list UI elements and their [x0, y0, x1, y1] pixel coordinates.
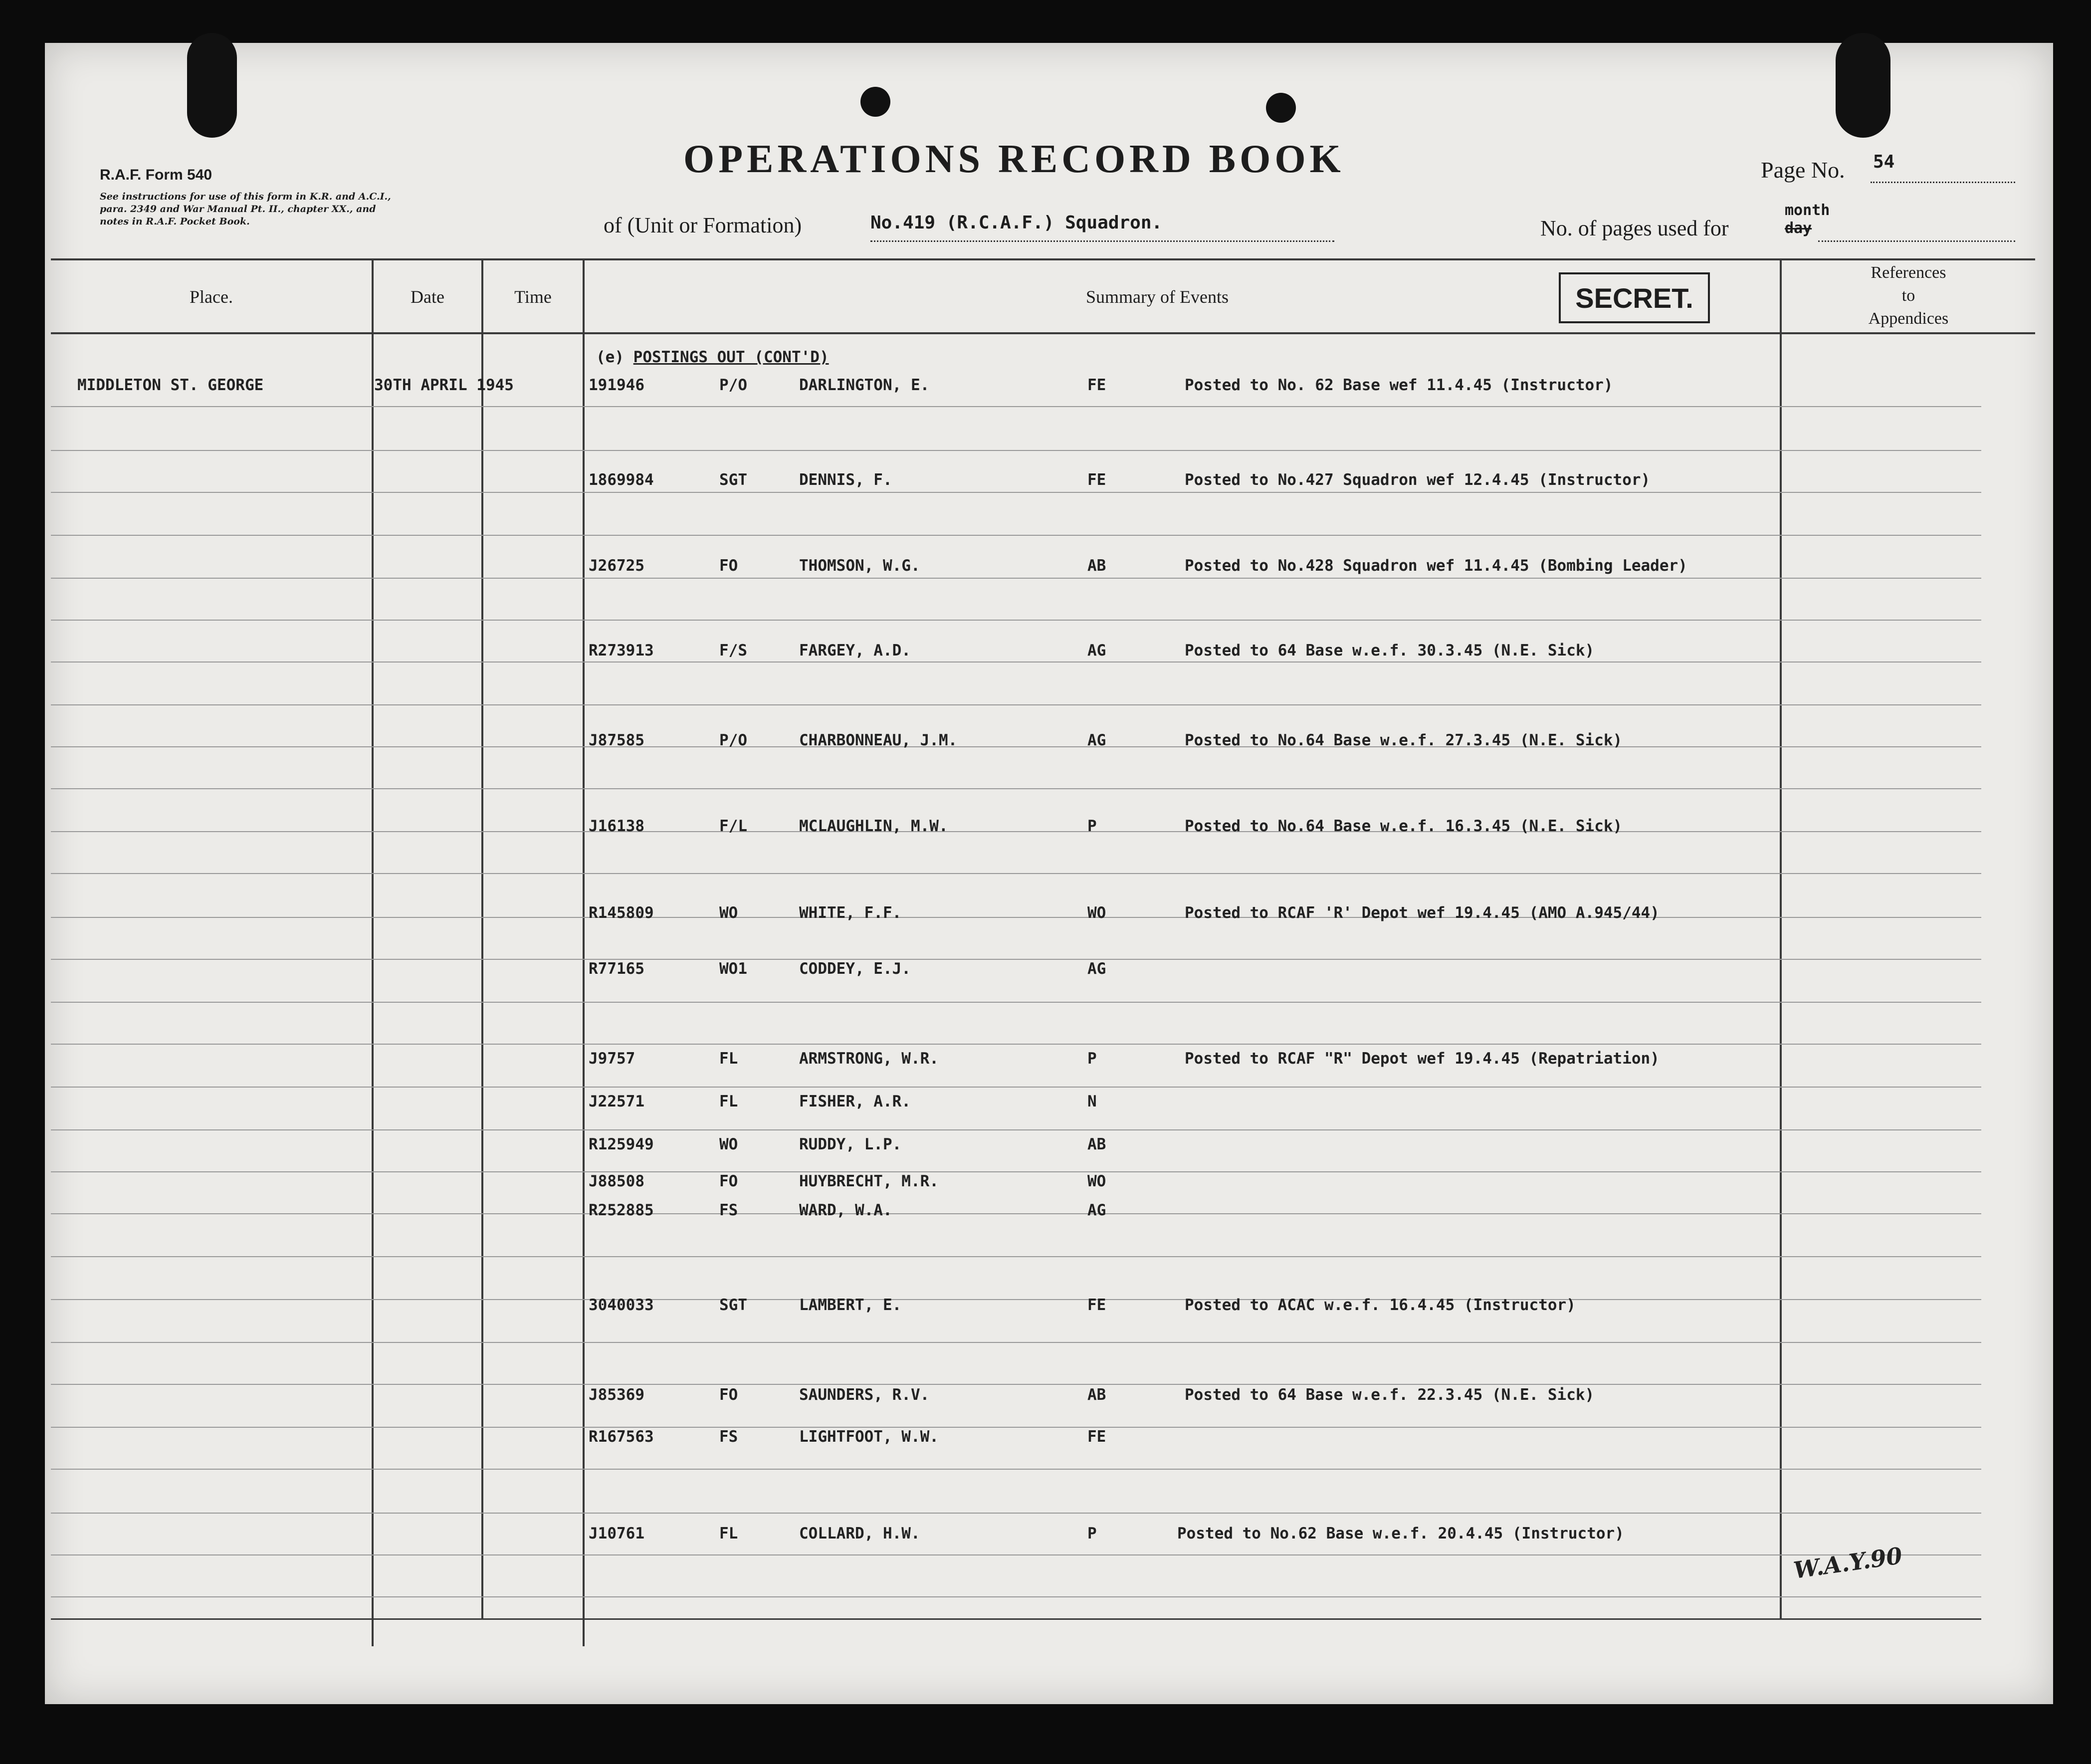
entry-remark: Posted to ACAC w.e.f. 16.4.45 (Instructor) [1185, 1296, 1576, 1314]
entry-rank: SGT [719, 1296, 747, 1314]
column-divider-date [481, 258, 483, 1618]
entry-name: RUDDY, L.P. [799, 1135, 902, 1153]
pages-used-month: month [1785, 202, 1830, 219]
entry-trade: FE [1087, 376, 1106, 394]
entry-trade: WO [1087, 904, 1106, 922]
entry-service-number: J9757 [589, 1050, 635, 1068]
pages-used-dotted-line [1818, 240, 2015, 242]
table-top-border [51, 258, 2035, 260]
page-number-label: Page No. [1761, 157, 1845, 183]
entry-trade: AG [1087, 960, 1106, 978]
entry-service-number: J10761 [589, 1525, 644, 1543]
form-instructions: See instructions for use of this form in K.R. and A.C.I., para. 2349 and War Manual Pt. II., chapter XX., and notes in R.A.F. Pocket Book. [100, 191, 391, 227]
section-marker: (e) [596, 348, 624, 366]
pages-used-label: No. of pages used for [1540, 216, 1729, 240]
column-header-date: Date [411, 287, 444, 307]
punch-hole-center-right [1266, 93, 1296, 123]
pages-used-day-struck: day [1785, 220, 1812, 237]
entry-trade: AB [1087, 1135, 1106, 1153]
entry-name: FISHER, A.R. [799, 1093, 911, 1110]
page-number-value: 54 [1873, 152, 1895, 172]
entry-rank: F/S [719, 642, 747, 660]
entry-name: SAUNDERS, R.V. [799, 1386, 930, 1404]
column-divider-place [372, 258, 374, 1646]
secret-stamp [1559, 272, 1710, 323]
entry-date: 30TH APRIL 1945 [374, 376, 514, 394]
entry-name: WHITE, F.F. [799, 904, 902, 922]
entry-remark: Posted to No. 62 Base wef 11.4.45 (Instructor) [1185, 376, 1613, 394]
entry-remark: Posted to No.427 Squadron wef 12.4.45 (Instructor) [1185, 471, 1651, 489]
ruled-line [51, 1213, 1981, 1214]
entry-rank: P/O [719, 731, 747, 749]
entry-rank: FS [719, 1201, 738, 1219]
column-divider-time [583, 258, 585, 1646]
entry-service-number: R252885 [589, 1201, 654, 1219]
entry-remark: Posted to No.428 Squadron wef 11.4.45 (Bombing Leader) [1185, 557, 1687, 575]
entry-service-number: R273913 [589, 642, 654, 660]
punch-hole-left [187, 33, 237, 138]
entry-name: FARGEY, A.D. [799, 642, 911, 660]
ruled-line [51, 1469, 1981, 1470]
entry-remark: Posted to RCAF 'R' Depot wef 19.4.45 (AMO A.945/44) [1185, 904, 1660, 922]
entry-service-number: R145809 [589, 904, 654, 922]
ruled-line [51, 1129, 1981, 1130]
entry-remark: Posted to 64 Base w.e.f. 22.3.45 (N.E. Sick) [1185, 1386, 1595, 1404]
ruled-line [51, 704, 1981, 705]
ruled-line [51, 788, 1981, 789]
ruled-line [51, 535, 1981, 536]
column-header-summary: Summary of Events [1086, 287, 1229, 307]
column-header-time: Time [514, 287, 552, 307]
table-bottom-border [51, 1618, 1981, 1620]
entry-rank: FO [719, 1386, 738, 1404]
entry-name: LIGHTFOOT, W.W. [799, 1428, 939, 1446]
entry-rank: WO1 [719, 960, 747, 978]
entry-rank: FO [719, 557, 738, 575]
entry-rank: F/L [719, 817, 747, 835]
entry-rank: FL [719, 1050, 738, 1068]
ruled-line [51, 1044, 1981, 1045]
ruled-line [51, 492, 1981, 493]
entry-service-number: 1869984 [589, 471, 654, 489]
ruled-line [51, 1299, 1981, 1300]
entry-remark: Posted to No.64 Base w.e.f. 27.3.45 (N.E. Sick) [1185, 731, 1623, 749]
entry-service-number: J26725 [589, 557, 644, 575]
unit-value: No.419 (R.C.A.F.) Squadron. [870, 213, 1163, 233]
ruled-line [51, 406, 1981, 407]
ruled-line [51, 1513, 1981, 1514]
record-sheet [45, 43, 2053, 1704]
ruled-line [51, 959, 1981, 960]
entry-name: ARMSTRONG, W.R. [799, 1050, 939, 1068]
entry-name: WARD, W.A. [799, 1201, 892, 1219]
ruled-line [51, 746, 1981, 747]
ruled-line [51, 873, 1981, 874]
entry-trade: AG [1087, 731, 1106, 749]
entry-rank: FS [719, 1428, 738, 1446]
entry-remark: Posted to No.64 Base w.e.f. 16.3.45 (N.E. Sick) [1185, 817, 1623, 835]
column-divider-summary [1780, 258, 1782, 1618]
ruled-line [51, 450, 1981, 451]
entry-rank: WO [719, 1135, 738, 1153]
ruled-line [51, 1427, 1981, 1428]
entry-service-number: R77165 [589, 960, 644, 978]
entry-service-number: J22571 [589, 1093, 644, 1110]
ruled-line [51, 1087, 1981, 1088]
column-header-references: References to Appendices [1868, 263, 1949, 328]
entry-trade: AB [1087, 557, 1106, 575]
entry-remark: Posted to RCAF "R" Depot wef 19.4.45 (Repatriation) [1185, 1050, 1660, 1068]
section-title: POSTINGS OUT (CONT'D) [633, 348, 829, 366]
entry-rank: SGT [719, 471, 747, 489]
table-header-border [51, 332, 2035, 334]
entry-service-number: R125949 [589, 1135, 654, 1153]
entry-trade: AG [1087, 642, 1106, 660]
entry-trade: AG [1087, 1201, 1106, 1219]
ruled-line [51, 1554, 1981, 1555]
secret-stamp-label: SECRET. [1575, 282, 1693, 314]
entry-name: MCLAUGHLIN, M.W. [799, 817, 948, 835]
entry-trade: N [1087, 1093, 1097, 1110]
entry-service-number: R167563 [589, 1428, 654, 1446]
entry-place: MIDDLETON ST. GEORGE [77, 376, 264, 394]
entry-rank: FL [719, 1093, 738, 1110]
entry-trade: FE [1087, 1428, 1106, 1446]
entry-service-number: J88508 [589, 1172, 644, 1190]
entry-service-number: J16138 [589, 817, 644, 835]
entry-name: HUYBRECHT, M.R. [799, 1172, 939, 1190]
entry-trade: P [1087, 1525, 1097, 1543]
entry-trade: P [1087, 817, 1097, 835]
entry-trade: FE [1087, 471, 1106, 489]
page-number-dotted-line [1871, 182, 2015, 183]
page-title: OPERATIONS RECORD BOOK [683, 137, 1345, 181]
column-header-place: Place. [190, 287, 233, 307]
entry-name: LAMBERT, E. [799, 1296, 902, 1314]
unit-dotted-line [870, 240, 1334, 242]
entry-name: CODDEY, E.J. [799, 960, 911, 978]
entry-service-number: 191946 [589, 376, 644, 394]
officer-initials: W.A.Y.90 [1792, 1542, 1904, 1584]
entry-name: DARLINGTON, E. [799, 376, 930, 394]
entry-name: DENNIS, F. [799, 471, 892, 489]
ruled-line [51, 1256, 1981, 1257]
entry-remark: Posted to No.62 Base w.e.f. 20.4.45 (Instructor) [1177, 1525, 1624, 1543]
ruled-line [51, 831, 1981, 832]
entry-name: THOMSON, W.G. [799, 557, 920, 575]
ruled-line [51, 1596, 1981, 1597]
ruled-line [51, 578, 1981, 579]
punch-hole-center-left [860, 87, 890, 117]
ruled-line [51, 917, 1981, 918]
entry-service-number: 3040033 [589, 1296, 654, 1314]
entry-rank: P/O [719, 376, 747, 394]
punch-hole-right [1836, 33, 1890, 138]
entry-trade: WO [1087, 1172, 1106, 1190]
entry-name: CHARBONNEAU, J.M. [799, 731, 958, 749]
entry-rank: FL [719, 1525, 738, 1543]
ruled-line [51, 1002, 1981, 1003]
entry-rank: FO [719, 1172, 738, 1190]
ruled-line [51, 1171, 1981, 1172]
ruled-line [51, 620, 1981, 621]
form-id: R.A.F. Form 540 [100, 167, 212, 183]
unit-label: of (Unit or Formation) [604, 213, 802, 237]
entry-trade: P [1087, 1050, 1097, 1068]
entry-name: COLLARD, H.W. [799, 1525, 920, 1543]
entry-trade: AB [1087, 1386, 1106, 1404]
entry-service-number: J85369 [589, 1386, 644, 1404]
entry-service-number: J87585 [589, 731, 644, 749]
ruled-line [51, 1384, 1981, 1385]
entry-trade: FE [1087, 1296, 1106, 1314]
entry-remark: Posted to 64 Base w.e.f. 30.3.45 (N.E. Sick) [1185, 642, 1595, 660]
section-heading [596, 348, 829, 366]
ruled-line [51, 1342, 1981, 1343]
entry-rank: WO [719, 904, 738, 922]
